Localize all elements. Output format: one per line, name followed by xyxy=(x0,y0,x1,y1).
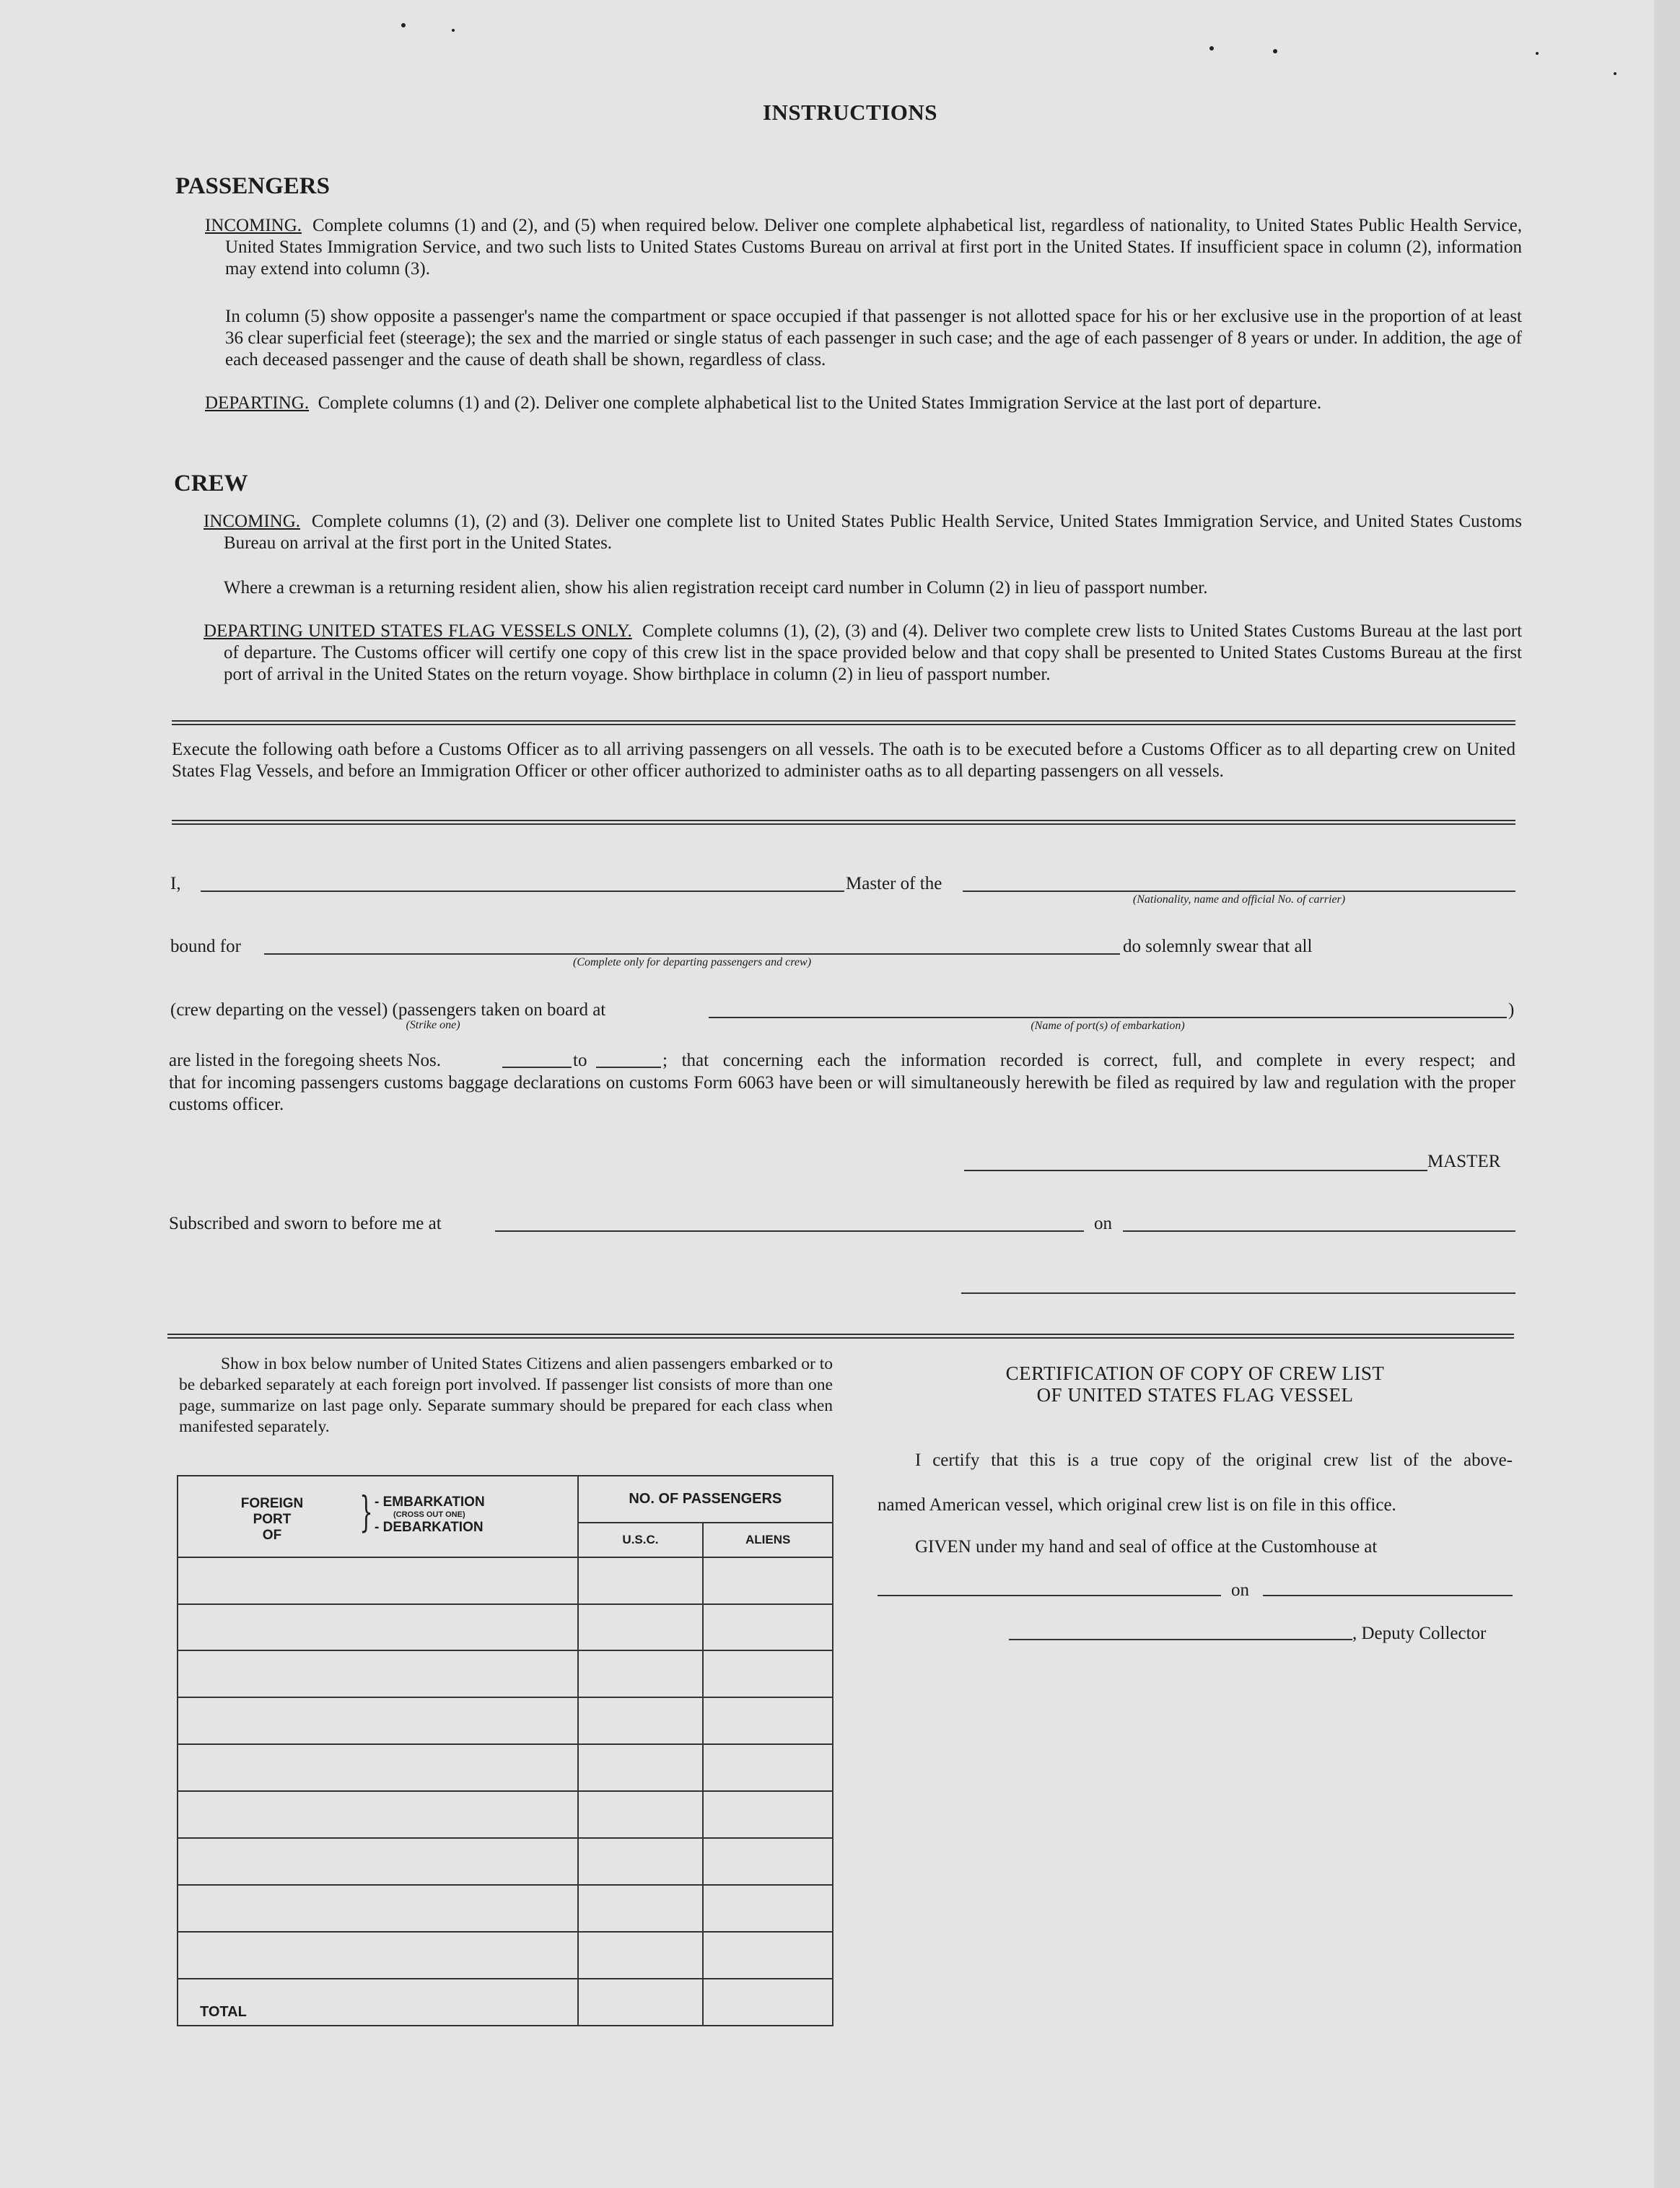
crew-incoming-label: INCOMING. xyxy=(204,512,301,531)
passenger-summary-table xyxy=(177,1475,834,2026)
deputy-collector-label: , Deputy Collector xyxy=(1352,1624,1487,1643)
port-cell[interactable] xyxy=(178,1697,578,1744)
oath-i-label: I, xyxy=(170,874,181,893)
speck xyxy=(1209,46,1214,51)
passengers-departing-label: DEPARTING. xyxy=(205,393,310,413)
usc-cell[interactable] xyxy=(578,1932,704,1979)
usc-cell[interactable] xyxy=(578,1791,704,1838)
usc-cell[interactable] xyxy=(578,1697,704,1744)
listed-rest: that for incoming passengers customs baggage declarations on customs Form 6063 have been or will simultaneously herewith be filed as required by law and regulation with the proper customs officer. xyxy=(169,1073,1515,1114)
aliens-total-cell[interactable] xyxy=(703,1979,833,2026)
speck xyxy=(452,29,455,32)
sheet-from-field[interactable] xyxy=(502,1067,572,1068)
port-cell[interactable] xyxy=(178,1604,578,1651)
listed-prefix: are listed in the foregoing sheets Nos. xyxy=(169,1051,441,1070)
double-rule xyxy=(172,820,1515,825)
crew-departing-label: DEPARTING UNITED STATES FLAG VESSELS ONLY. xyxy=(204,621,632,641)
oath-execute-paragraph: Execute the following oath before a Customs Officer as to all arriving passengers on all vessels. The oath is to be executed before a Customs Officer as to all departing crew on United States Flag Vessels, and before an Immigration Officer or other officer authorized to administer oaths as to all departing passengers on all vessels. xyxy=(172,740,1515,781)
master-signature-field[interactable] xyxy=(964,1170,1427,1171)
page-title: INSTRUCTIONS xyxy=(762,100,937,125)
nationality-caption: (Nationality, name and official No. of carrier) xyxy=(1132,893,1346,906)
strike-one-caption: (Strike one) xyxy=(406,1019,460,1031)
col-port: PORT xyxy=(253,1512,292,1528)
port-caption: (Name of port(s) of embarkation) xyxy=(1031,1020,1185,1032)
speck xyxy=(1536,52,1539,55)
sheet-to-field[interactable] xyxy=(596,1067,661,1068)
passengers-incoming-label: INCOMING. xyxy=(205,216,302,235)
master-name-field[interactable] xyxy=(201,890,844,892)
debarkation-label: - DEBARKATION xyxy=(375,1520,484,1536)
brace-icon: } xyxy=(359,1487,373,1537)
cert-date-field[interactable] xyxy=(1263,1595,1513,1596)
total-label: TOTAL xyxy=(178,1979,578,2026)
crew-departing-paragraph xyxy=(204,621,1522,686)
usc-cell[interactable] xyxy=(578,1885,704,1932)
passengers-incoming-text: Complete columns (1) and (2), and (5) when required below. Deliver one complete alphabetical list, regardless of nationality, to United States Public Health Service, United States Immigration Service, and two such lists to United States Customs Bureau on arrival at first port in the United States. If insufficient space in column (2), information may extend into column (3). xyxy=(225,216,1523,279)
deputy-signature-field[interactable] xyxy=(1009,1639,1352,1640)
do-solemnly-label: do solemnly swear that all xyxy=(1123,937,1313,956)
port-cell[interactable] xyxy=(178,1650,578,1697)
crew-departing-label: (crew departing on the vessel) (passengers taken on board at xyxy=(170,1000,606,1020)
usc-cell[interactable] xyxy=(578,1604,704,1651)
speck xyxy=(401,23,406,27)
carrier-field[interactable] xyxy=(963,890,1515,892)
crew-departing-text: Complete columns (1), (2), (3) and (4). Deliver two complete crew lists to United States Customs Bureau at the last port of departure. The Customs officer will certify one copy of this crew list in the space provided below and that copy shall be presented to United States Customs Bureau at the first port of arrival in the United States on the return voyage. Show birthplace in column (2) in lieu of passport number. xyxy=(224,621,1523,684)
port-cell[interactable] xyxy=(178,1791,578,1838)
subscribed-on-label: on xyxy=(1094,1214,1112,1233)
aliens-cell[interactable] xyxy=(703,1932,833,1979)
master-label: MASTER xyxy=(1427,1152,1501,1171)
certification-heading-line2: OF UNITED STATES FLAG VESSEL xyxy=(1036,1384,1354,1406)
aliens-cell[interactable] xyxy=(703,1744,833,1791)
speck xyxy=(1614,72,1616,75)
embarkation-port-field[interactable] xyxy=(709,1017,1507,1018)
complete-only-caption: (Complete only for departing passengers and crew) xyxy=(572,956,812,968)
double-rule xyxy=(167,1334,1514,1339)
port-cell[interactable] xyxy=(178,1557,578,1604)
aliens-cell[interactable] xyxy=(703,1885,833,1932)
aliens-cell[interactable] xyxy=(703,1557,833,1604)
double-rule xyxy=(172,720,1515,725)
aliens-cell[interactable] xyxy=(703,1697,833,1744)
aliens-cell[interactable] xyxy=(703,1650,833,1697)
port-cell[interactable] xyxy=(178,1744,578,1791)
aliens-cell[interactable] xyxy=(703,1791,833,1838)
usc-cell[interactable] xyxy=(578,1838,704,1885)
passengers-column5-paragraph: In column (5) show opposite a passenger's name the compartment or space occupied if that passenger is not allotted space for his or her exclusive use in the proportion of at least 36 clear superficial feet (steerage); the sex and the married or single status of each passenger in such case; and the age of each passenger of 8 years or under. In addition, the age of each deceased passenger and the cause of death shall be shown, regardless of class. xyxy=(225,307,1522,369)
port-cell[interactable] xyxy=(178,1885,578,1932)
speck xyxy=(1273,49,1277,53)
aliens-header: ALIENS xyxy=(703,1523,833,1557)
certify-line1: I certify that this is a true copy of the original crew list of the above- xyxy=(915,1450,1513,1470)
subscribed-label: Subscribed and sworn to before me at xyxy=(169,1214,442,1233)
crew-resident-paragraph: Where a crewman is a returning resident alien, show his alien registration receipt card number in Column (2) in lieu of passport number. xyxy=(224,578,1208,598)
cert-on-label: on xyxy=(1231,1580,1249,1600)
usc-cell[interactable] xyxy=(578,1744,704,1791)
listed-to: to xyxy=(573,1051,587,1070)
subscribed-date-field[interactable] xyxy=(1123,1230,1515,1232)
bound-for-field[interactable] xyxy=(264,953,1120,955)
usc-total-cell[interactable] xyxy=(578,1979,704,2026)
embarkation-label: - EMBARKATION xyxy=(375,1495,485,1510)
foreign-port-header xyxy=(178,1476,578,1557)
given-line: GIVEN under my hand and seal of office at the Customhouse at xyxy=(915,1537,1378,1557)
passengers-incoming-paragraph xyxy=(205,215,1522,280)
passengers-departing-text: Complete columns (1) and (2). Deliver one complete alphabetical list to the United States Immigration Service at the last port of departure. xyxy=(318,393,1322,413)
port-cell[interactable] xyxy=(178,1838,578,1885)
page-edge-shadow xyxy=(1654,0,1680,2188)
cross-out-label: (CROSS OUT ONE) xyxy=(393,1510,465,1520)
usc-header: U.S.C. xyxy=(578,1523,704,1557)
officer-signature-field[interactable] xyxy=(961,1292,1515,1294)
col-foreign: FOREIGN xyxy=(240,1496,304,1512)
close-paren: ) xyxy=(1508,1000,1515,1020)
subscribed-place-field[interactable] xyxy=(495,1230,1084,1232)
crew-heading: CREW xyxy=(174,471,248,496)
certify-line2: named American vessel, which original crew list is on file in this office. xyxy=(878,1495,1396,1515)
crew-incoming-paragraph xyxy=(204,511,1522,554)
customhouse-field[interactable] xyxy=(878,1595,1221,1596)
passengers-heading: PASSENGERS xyxy=(175,173,330,199)
bound-for-label: bound for xyxy=(170,937,241,956)
aliens-cell[interactable] xyxy=(703,1604,833,1651)
no-of-passengers-header: NO. OF PASSENGERS xyxy=(578,1476,833,1523)
passengers-departing-paragraph xyxy=(205,393,1522,414)
usc-cell[interactable] xyxy=(578,1650,704,1697)
summary-instructions: Show in box below number of United States Citizens and alien passengers embarked or to be debarked separately at each foreign port involved. If passenger list consists of more than one page, summarize on last page only. Separate summary should be prepared for each class when manifested separately. xyxy=(179,1355,833,1436)
aliens-cell[interactable] xyxy=(703,1838,833,1885)
usc-cell[interactable] xyxy=(578,1557,704,1604)
crew-incoming-text: Complete columns (1), (2) and (3). Deliver one complete list to United States Public Health Service, United States Immigration Service, and United States Customs Bureau on arrival at the first port in the United States. xyxy=(224,512,1523,553)
certification-heading-line1: CERTIFICATION OF COPY OF CREW LIST xyxy=(1005,1362,1385,1384)
port-cell[interactable] xyxy=(178,1932,578,1979)
col-of: OF xyxy=(262,1528,282,1544)
master-of-the-label: Master of the xyxy=(846,874,942,893)
listed-rest-line1: ; that concerning each the information recorded is correct, full, and complete in every respect; and xyxy=(662,1051,1515,1070)
